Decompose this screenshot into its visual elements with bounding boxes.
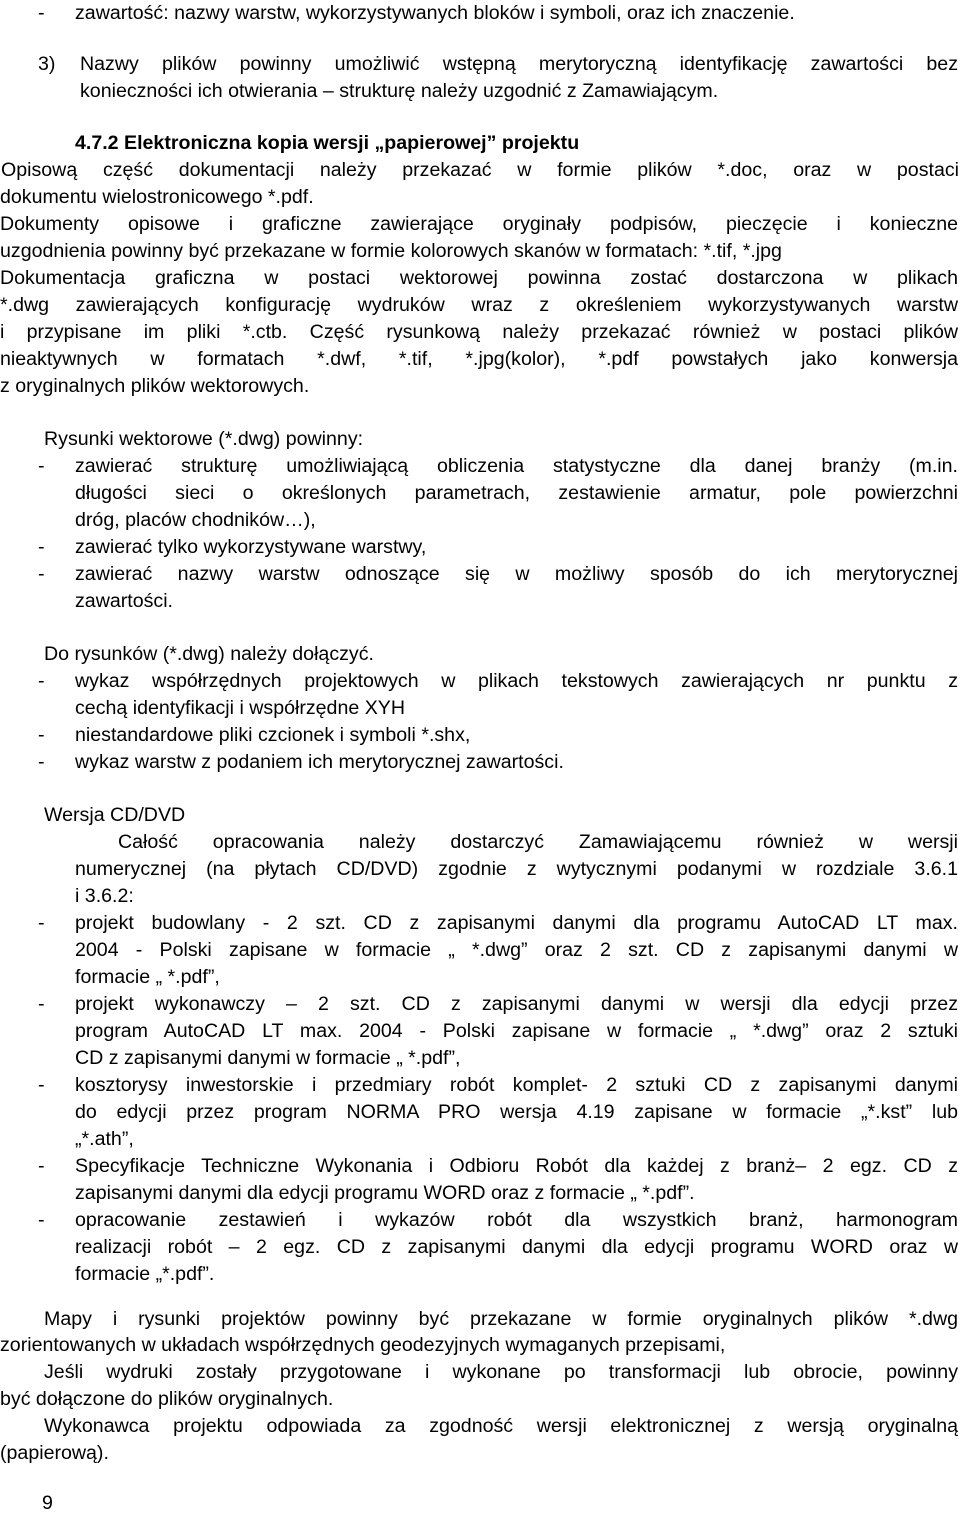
list-dash: -	[38, 2, 45, 24]
list-item-text: kosztorysy inwestorskie i przedmiary robót komplet- 2 sztuki CD z zapisanymi danymi	[75, 1074, 958, 1096]
list-item-text: formacie „*.pdf”.	[75, 1263, 215, 1285]
list-dash: -	[38, 1155, 45, 1177]
list-item-text: program AutoCAD LT max. 2004 - Polski zapisane w formacie „ *.dwg” oraz 2 sztuki	[75, 1020, 958, 1042]
paragraph-line: uzgodnienia powinny być przekazane w formie kolorowych skanów w formatach: *.tif, *.jpg	[0, 240, 782, 262]
list-dash: -	[38, 751, 45, 773]
paragraph-line: nieaktywnych w formatach *.dwf, *.tif, *.jpg(kolor), *.pdf powstałych jako konwersja	[0, 348, 958, 370]
list-item-text: zawierać strukturę umożliwiającą obliczenia statystyczne dla danej branży (m.in.	[75, 455, 958, 477]
list-item-text: zapisanymi danymi dla edycji programu WORD oraz z formacie „ *.pdf”.	[75, 1182, 695, 1204]
list-dash: -	[38, 912, 45, 934]
list-item-text: do edycji przez program NORMA PRO wersja 4.19 zapisane w formacie „*.kst” lub	[75, 1101, 958, 1123]
list-item-text: zawierać nazwy warstw odnoszące się w możliwy sposób do ich merytorycznej	[75, 563, 958, 585]
paragraph-line: Wykonawca projektu odpowiada za zgodność wersji elektronicznej z wersją oryginalną	[44, 1415, 958, 1437]
list-item-text: wykaz warstw z podaniem ich merytorycznej zawartości.	[75, 751, 564, 773]
list-number: 3)	[38, 53, 56, 75]
paragraph-line: z oryginalnych plików wektorowych.	[0, 375, 310, 397]
paragraph-line: (papierową).	[0, 1442, 109, 1464]
paragraph-line: dokumentu wielostronicowego *.pdf.	[0, 186, 314, 208]
list-item-text: formacie „ *.pdf”,	[75, 966, 220, 988]
list-item-text: zawierać tylko wykorzystywane warstwy,	[75, 536, 427, 558]
list-item-text: konieczności ich otwierania – strukturę należy uzgodnić z Zamawiającym.	[80, 80, 719, 102]
list-item-text: „*.ath”,	[75, 1128, 134, 1150]
list-item-text: opracowanie zestawień i wykazów robót dla wszystkich branż, harmonogram	[75, 1209, 958, 1231]
paragraph-line: numerycznej (na płytach CD/DVD) zgodnie z wytycznymi podanymi w rozdziale 3.6.1	[75, 858, 958, 880]
list-item-text: długości sieci o określonych parametrach, zestawienie armatur, pole powierzchni	[75, 482, 958, 504]
paragraph-line: Dokumenty opisowe i graficzne zawierające oryginały podpisów, pieczęcie i konieczne	[0, 213, 958, 235]
list-item-text: zawartości.	[75, 590, 173, 612]
list-item-text: realizacji robót – 2 egz. CD z zapisanymi danymi dla edycji programu WORD oraz w	[75, 1236, 958, 1258]
paragraph-line: Jeśli wydruki zostały przygotowane i wykonane po transformacji lub obrocie, powinny	[44, 1361, 958, 1383]
list-item-text: Specyfikacje Techniczne Wykonania i Odbioru Robót dla każdej z branż– 2 egz. CD z	[75, 1155, 958, 1177]
list-item-text: CD z zapisanymi danymi w formacie „ *.pdf”,	[75, 1047, 461, 1069]
list-dash: -	[38, 536, 45, 558]
list-item-text: niestandardowe pliki czcionek i symboli *.shx,	[75, 724, 471, 746]
list-dash: -	[38, 724, 45, 746]
list-item-text: projekt budowlany - 2 szt. CD z zapisanymi danymi dla programu AutoCAD LT max.	[75, 912, 958, 934]
list-title: Rysunki wektorowe (*.dwg) powinny:	[44, 428, 364, 450]
paragraph-line: i 3.6.2:	[75, 885, 134, 907]
paragraph-line: *.dwg zawierających konfigurację wydruków wraz z określeniem wykorzystywanych warstw	[0, 294, 958, 316]
paragraph-line: i przypisane im pliki *.ctb. Część rysunkową należy przekazać również w postaci plików	[0, 321, 958, 343]
list-dash: -	[38, 455, 45, 477]
paragraph-line: zorientowanych w układach współrzędnych geodezyjnych wymaganych przepisami,	[0, 1334, 726, 1356]
paragraph-line: być dołączone do plików oryginalnych.	[0, 1388, 334, 1410]
list-item-text: zawartość: nazwy warstw, wykorzystywanych bloków i symboli, oraz ich znaczenie.	[75, 2, 795, 24]
section-heading: 4.7.2 Elektroniczna kopia wersji „papierowej” projektu	[75, 132, 580, 154]
page-number: 9	[42, 1492, 53, 1514]
list-title: Do rysunków (*.dwg) należy dołączyć.	[44, 643, 374, 665]
list-item-text: projekt wykonawczy – 2 szt. CD z zapisanymi danymi w wersji dla edycji przez	[75, 993, 958, 1015]
paragraph-line: Całość opracowania należy dostarczyć Zamawiającemu również w wersji	[118, 831, 958, 853]
list-item-text: cechą identyfikacji i współrzędne XYH	[75, 697, 405, 719]
list-item-text: 2004 - Polski zapisane w formacie „ *.dwg” oraz 2 szt. CD z zapisanymi danymi w	[75, 939, 958, 961]
list-item-text: Nazwy plików powinny umożliwić wstępną merytoryczną identyfikację zawartości bez	[80, 53, 958, 75]
paragraph-line: Mapy i rysunki projektów powinny być przekazane w formie oryginalnych plików *.dwg	[44, 1308, 958, 1330]
paragraph-line: Opisową część dokumentacji należy przekazać w formie plików *.doc, oraz w postaci	[1, 159, 959, 181]
list-dash: -	[38, 993, 45, 1015]
list-title: Wersja CD/DVD	[44, 804, 186, 826]
list-dash: -	[38, 1209, 45, 1231]
list-dash: -	[38, 563, 45, 585]
list-dash: -	[38, 1074, 45, 1096]
list-item-text: dróg, placów chodników…),	[75, 509, 316, 531]
list-item-text: wykaz współrzędnych projektowych w plikach tekstowych zawierających nr punktu z	[75, 670, 958, 692]
list-dash: -	[38, 670, 45, 692]
paragraph-line: Dokumentacja graficzna w postaci wektorowej powinna zostać dostarczona w plikach	[0, 267, 958, 289]
